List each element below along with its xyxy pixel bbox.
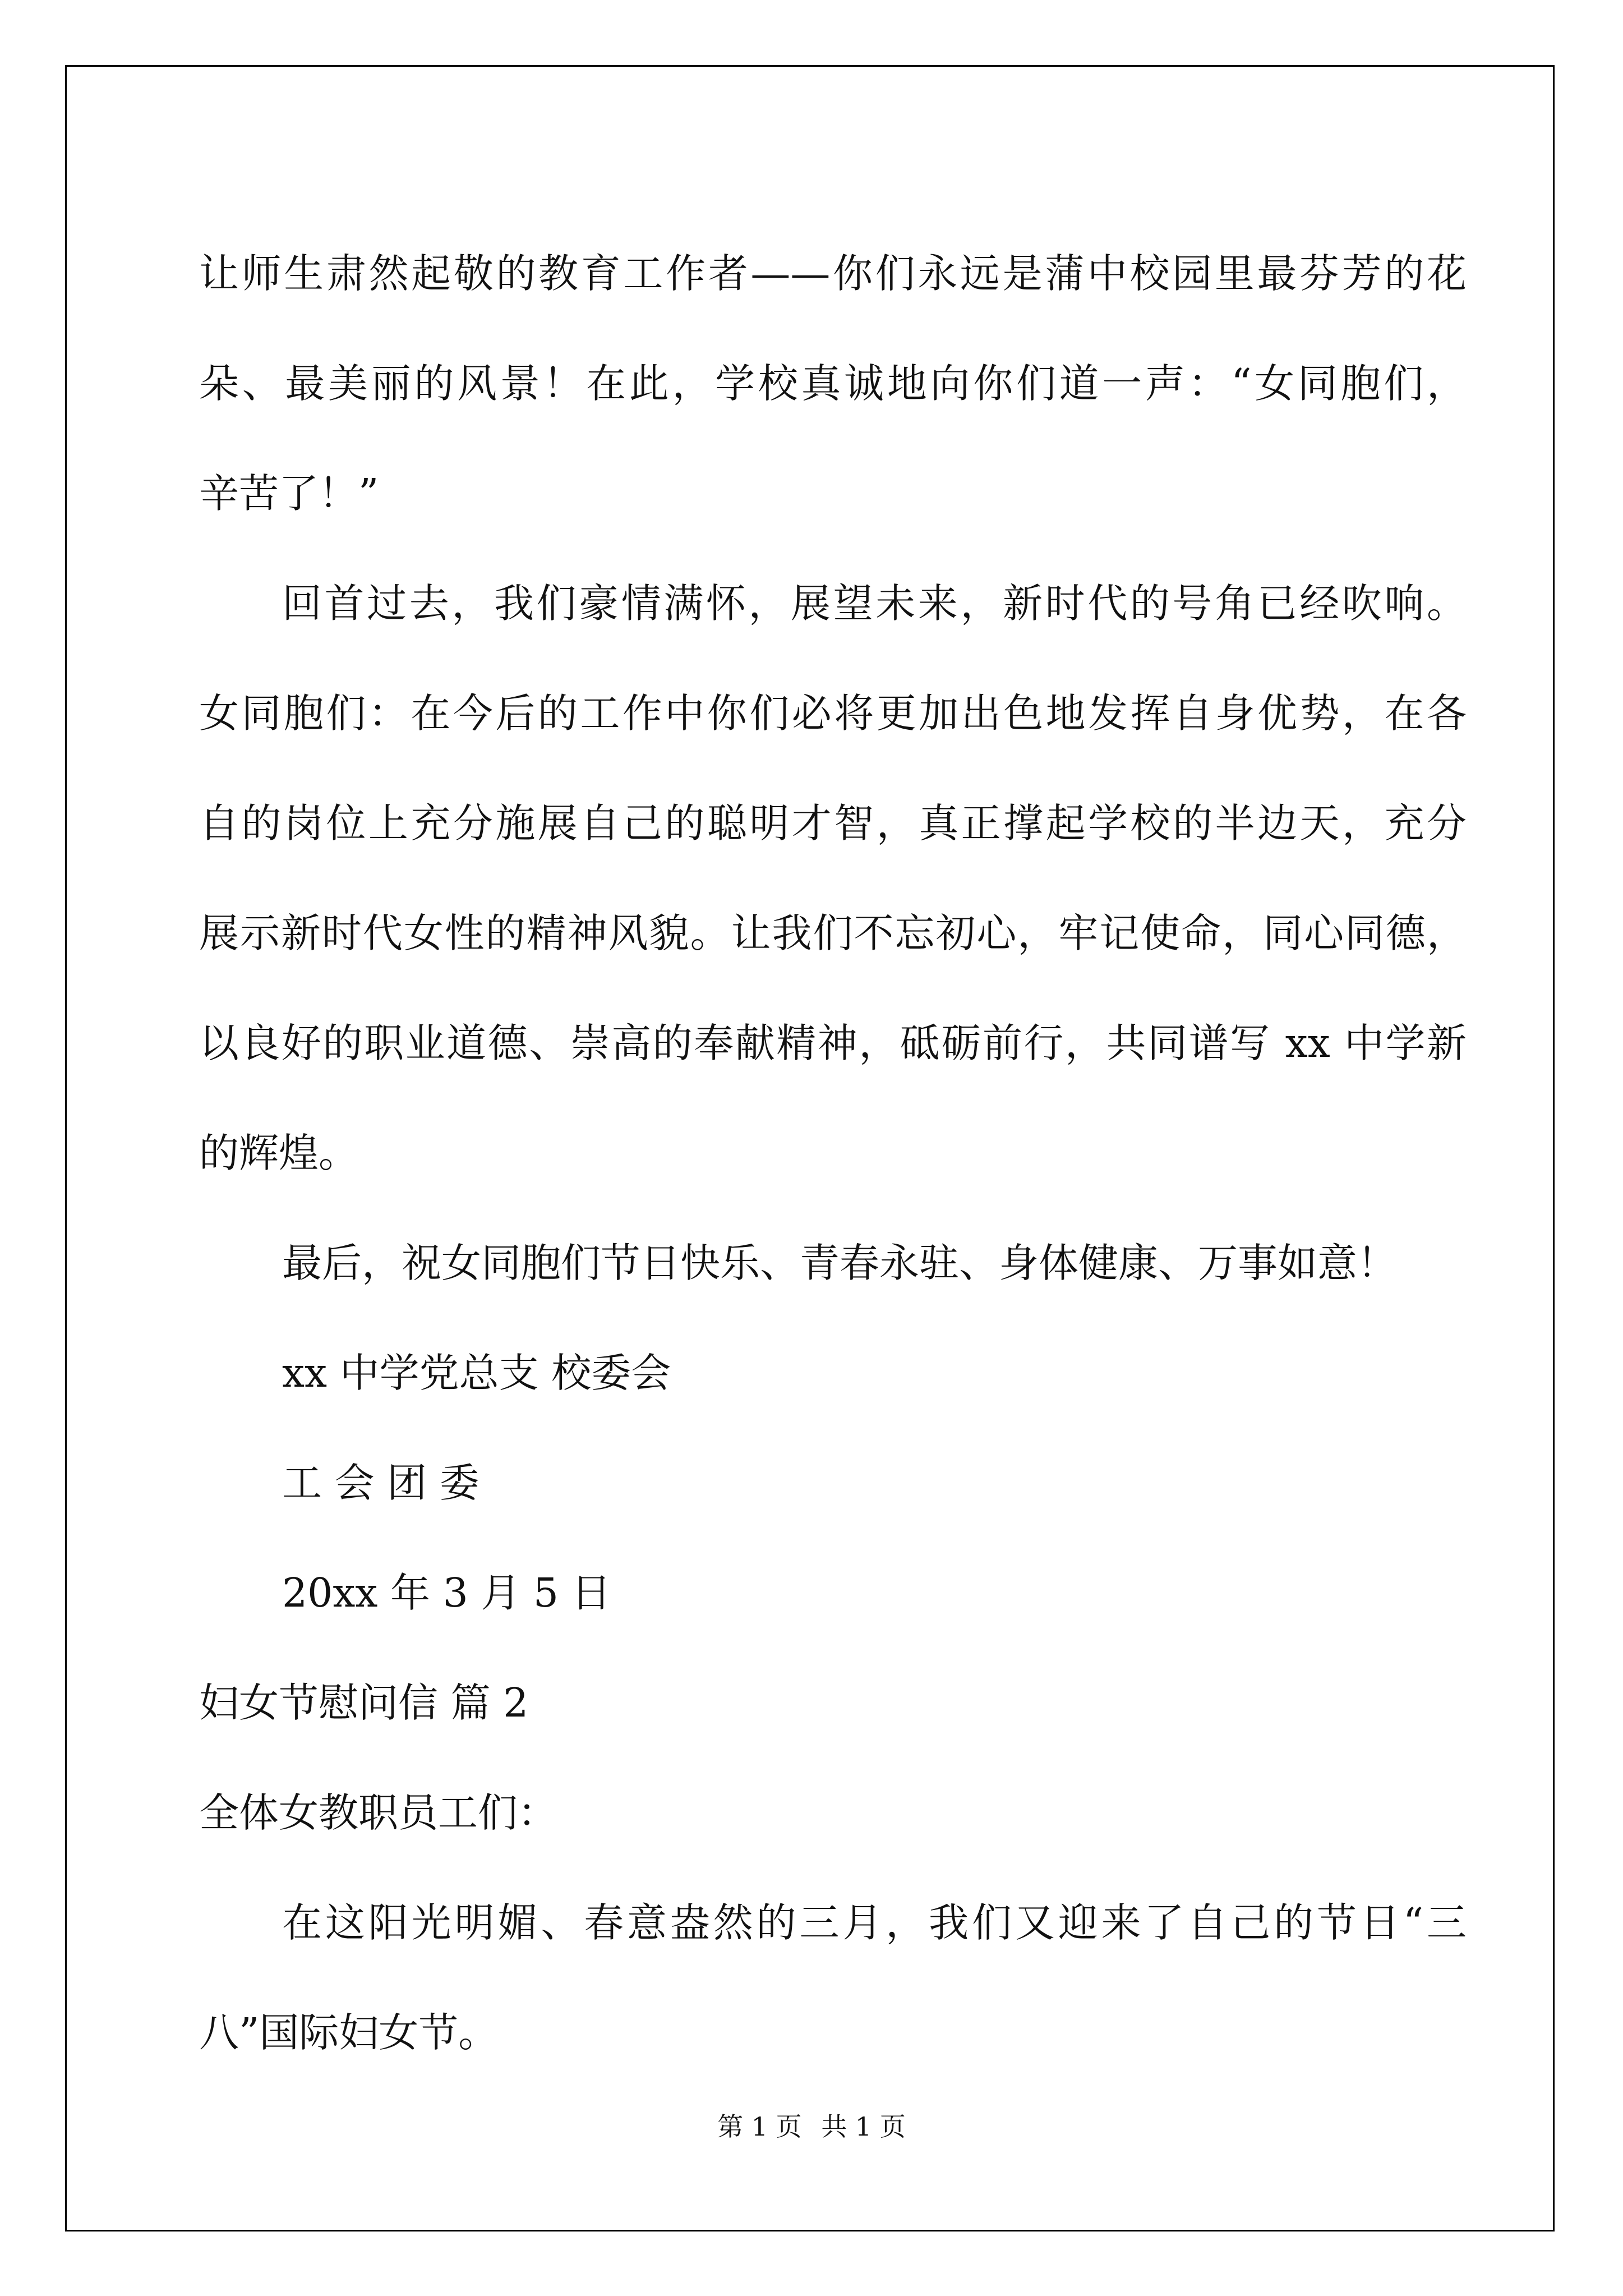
text-line: 回首过去，我们豪情满怀，展望未来，新时代的号角已经吹响。 [282, 580, 1467, 627]
text-line: 最后，祝女同胞们节日快乐、青春永驻、身体健康、万事如意！ [282, 1240, 1398, 1286]
text-line: 自的岗位上充分施展自己的聪明才智，真正撑起学校的半边天，充分 [199, 800, 1467, 846]
text-line: 八”国际妇女节。 [199, 2009, 499, 2056]
text-line: 以良好的职业道德、崇高的奉献精神，砥砺前行，共同谱写 xx 中学新 [199, 1020, 1467, 1066]
section-heading: 妇女节慰问信 篇 2 [199, 1680, 529, 1726]
document-body [199, 219, 1467, 2088]
text-line: 辛苦了！” [199, 470, 379, 517]
signature-organization: xx 中学党总支 校委会 [282, 1350, 671, 1396]
signature-date: 20xx 年 3 月 5 日 [282, 1570, 611, 1616]
text-line: 让师生肃然起敬的教育工作者——你们永远是蒲中校园里最芬芳的花 [199, 250, 1467, 297]
page-number: 第 1 页 [717, 2111, 802, 2142]
page-footer [0, 2106, 1623, 2143]
text-line: 朵、最美丽的风景！在此，学校真诚地向你们道一声：“女同胞们， [199, 360, 1467, 407]
signature-organization: 工 会 团 委 [282, 1460, 479, 1506]
text-line: 女同胞们：在今后的工作中你们必将更加出色地发挥自身优势，在各 [199, 690, 1467, 737]
text-line: 的辉煌。 [199, 1130, 359, 1176]
salutation: 全体女教职员工们： [199, 1789, 558, 1836]
text-line: 展示新时代女性的精神风貌。让我们不忘初心，牢记使命，同心同德， [199, 910, 1467, 956]
text-line: 在这阳光明媚、春意盎然的三月，我们又迎来了自己的节日“三 [282, 1899, 1467, 1946]
page-total: 共 1 页 [821, 2111, 906, 2142]
